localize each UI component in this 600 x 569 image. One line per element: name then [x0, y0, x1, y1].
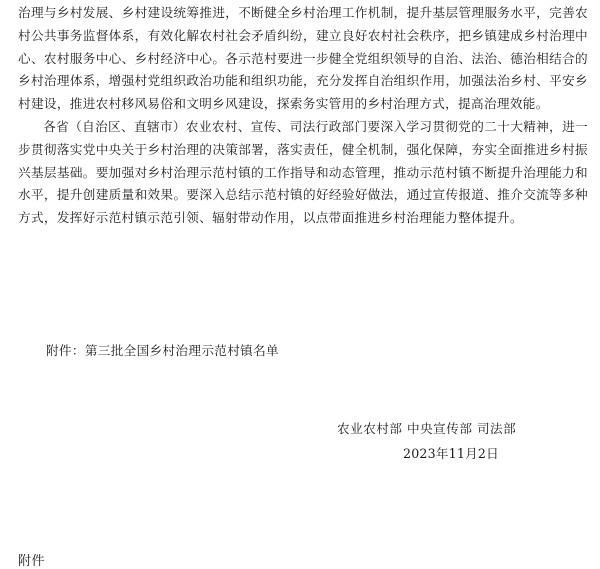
attachment-note: 附件：第三批全国乡村治理示范村镇名单 — [46, 343, 279, 358]
issue-date: 2023年11月2日 — [403, 446, 499, 461]
issuing-departments: 农业农村部 中央宣传部 司法部 — [337, 421, 517, 436]
document-body — [18, 2, 588, 230]
body-paragraph-1: 治理与乡村发展、乡村建设统筹推进，不断健全乡村治理工作机制，提升基层管理服务水平，完善农村公共事务监督体系，有效化解农村社会矛盾纠纷，建立良好农村社会秩序，把乡镇建成乡村治理中心、农村服务中心、乡村经济中心。各示范村要进一步健全党组织领导的自治、法治、德治相结合的乡村治理体系，增强村党组织政治功能和组织功能，充分发挥自治组织作用，加强法治乡村、平安乡村建设，推进农村移风易俗和文明乡风建设，探索务实管用的乡村治理方式，提高治理效能。 — [18, 5, 588, 112]
appendix-label: 附件 — [18, 554, 46, 569]
body-paragraph-2: 各省（自治区、直辖市）农业农村、宣传、司法行政部门要深入学习贯彻党的二十大精神，进一步贯彻落实党中央关于乡村治理的决策部署，落实责任，健全机制，强化保障，夯实全面推进乡村振兴基层基础。要加强对乡村治理示范村镇的工作指导和动态管理，推动示范村镇不断提升治理能力和水平，提升创建质量和效果。要深入总结示范村镇的好经验好做法，通过宣传报道、推介交流等多种方式，发挥好示范村镇示范引领、辐射带动作用，以点带面推进乡村治理能力整体提升。 — [18, 118, 588, 226]
